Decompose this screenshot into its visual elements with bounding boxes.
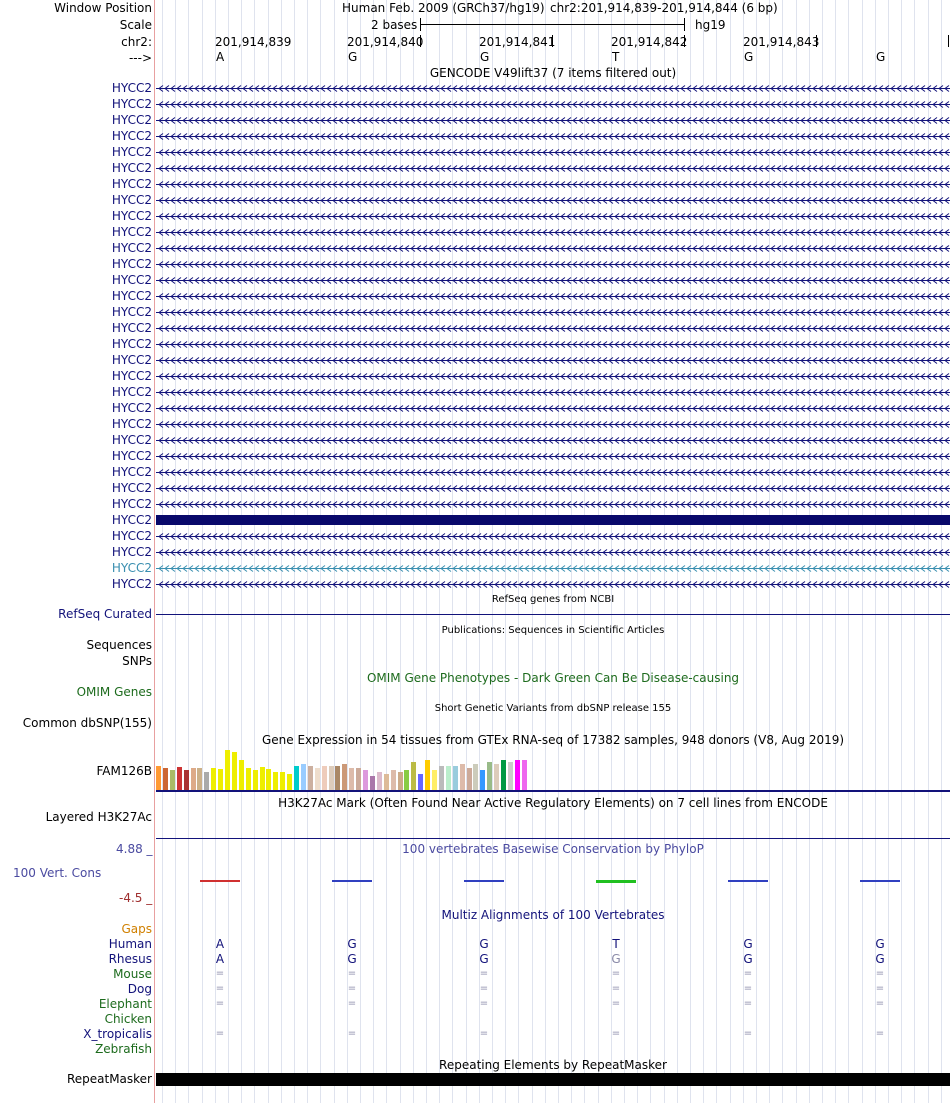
phylop-label[interactable]: 100 Vert. Cons (13, 866, 102, 880)
gencode-intron-line[interactable] (156, 280, 950, 281)
position-label: chr2:201,914,839-201,914,844 (6 bp) (550, 1, 778, 15)
gencode-gene-label[interactable]: HYCC2 (111, 401, 152, 415)
gencode-gene-label[interactable]: HYCC2 (111, 305, 152, 319)
phylop-mark[interactable] (596, 880, 636, 883)
gencode-gene-label[interactable]: HYCC2 (111, 561, 152, 575)
gencode-intron-line[interactable] (156, 248, 950, 249)
gtex-tissue-bar[interactable] (342, 764, 347, 790)
gtex-tissue-bar[interactable] (211, 768, 216, 790)
gtex-tissue-bar[interactable] (273, 772, 278, 790)
multiz-base: = (479, 1028, 489, 1039)
gencode-gene-label[interactable]: HYCC2 (111, 97, 152, 111)
gencode-gene-label[interactable]: HYCC2 (111, 513, 152, 527)
gencode-intron-line[interactable] (156, 504, 950, 505)
multiz-base: = (611, 968, 621, 979)
gencode-gene-label[interactable]: HYCC2 (111, 209, 152, 223)
gencode-intron-line[interactable] (156, 264, 950, 265)
gtex-tissue-bar[interactable] (384, 774, 389, 790)
multiz-base: = (347, 998, 357, 1009)
phylop-mark[interactable] (200, 880, 240, 882)
multiz-base: G (479, 937, 489, 951)
gencode-intron-line[interactable] (156, 344, 950, 345)
scale-bar-right-cap (684, 18, 685, 31)
gtex-tissue-bar[interactable] (204, 772, 209, 790)
gtex-tissue-bar[interactable] (349, 768, 354, 790)
phylop-mark[interactable] (860, 880, 900, 882)
gencode-intron-line[interactable] (156, 168, 950, 169)
gtex-tissue-bar[interactable] (460, 764, 465, 790)
multiz-base: G (875, 937, 885, 951)
phylop-track-title[interactable]: 100 vertebrates Basewise Conservation by PhyloP (402, 842, 704, 856)
multiz-base: = (347, 968, 357, 979)
refseq-track-title[interactable]: RefSeq genes from NCBI (491, 594, 615, 605)
strand-arrows (156, 148, 950, 157)
gencode-gene-row[interactable] (0, 208, 950, 224)
gtex-tissue-bar[interactable] (225, 750, 230, 790)
gencode-gene-row[interactable] (0, 336, 950, 352)
gtex-tissue-bar[interactable] (356, 768, 361, 790)
gencode-gene-row[interactable] (0, 400, 950, 416)
strand-arrows (156, 260, 950, 269)
gencode-gene-label[interactable]: HYCC2 (111, 129, 152, 143)
gencode-gene-row[interactable] (0, 288, 950, 304)
h3k27ac-track-title[interactable]: H3K27Ac Mark (Often Found Near Active Regulatory Elements) on 7 cell lines from ENCODE (278, 796, 828, 810)
gtex-tissue-bar[interactable] (473, 764, 478, 790)
gencode-intron-line[interactable] (156, 392, 950, 393)
gtex-tissue-bar[interactable] (197, 768, 202, 790)
gtex-bar-chart[interactable] (156, 748, 556, 790)
gtex-tissue-bar[interactable] (432, 770, 437, 790)
window-position-label: Window Position (54, 1, 152, 15)
strand-arrows (156, 292, 950, 301)
gencode-intron-line[interactable] (156, 472, 950, 473)
repeatmasker-label[interactable]: RepeatMasker (66, 1072, 152, 1086)
gencode-gene-row[interactable] (0, 432, 950, 448)
gencode-gene-row[interactable] (0, 192, 950, 208)
strand-arrows (156, 372, 950, 381)
scale-db: hg19 (695, 18, 726, 32)
gtex-tissue-bar[interactable] (398, 772, 403, 790)
scale-label: Scale (119, 18, 152, 32)
gencode-gene-row[interactable] (0, 416, 950, 432)
gencode-gene-label[interactable]: HYCC2 (111, 257, 152, 271)
gencode-gene-row[interactable] (0, 160, 950, 176)
multiz-base: = (611, 998, 621, 1009)
multiz-base: = (743, 983, 753, 994)
multiz-species-label[interactable]: Elephant (98, 997, 152, 1011)
gencode-gene-label[interactable]: HYCC2 (111, 529, 152, 543)
gencode-gene-label[interactable]: HYCC2 (111, 81, 152, 95)
gencode-gene-label[interactable]: HYCC2 (111, 289, 152, 303)
scale-bar-left-cap (420, 18, 421, 31)
multiz-species-label[interactable]: Chicken (104, 1012, 152, 1026)
gencode-gene-label[interactable]: HYCC2 (111, 145, 152, 159)
gtex-tissue-bar[interactable] (467, 768, 472, 790)
gencode-intron-line[interactable] (156, 568, 950, 569)
gtex-gene-label[interactable]: FAM126B (96, 764, 152, 778)
gtex-tissue-bar[interactable] (308, 766, 313, 790)
strand-arrows (156, 276, 950, 285)
gencode-intron-line[interactable] (156, 456, 950, 457)
multiz-base: = (479, 983, 489, 994)
gtex-tissue-bar[interactable] (515, 760, 520, 790)
gencode-intron-line[interactable] (156, 360, 950, 361)
gencode-gene-row[interactable] (0, 96, 950, 112)
multiz-species-label[interactable]: Mouse (113, 967, 152, 981)
multiz-base: = (347, 1028, 357, 1039)
scale-bar (420, 24, 684, 25)
pubs-track-title[interactable]: Publications: Sequences in Scientific Articles (441, 625, 665, 636)
gtex-tissue-bar[interactable] (494, 764, 499, 790)
gtex-tissue-bar[interactable] (377, 772, 382, 790)
multiz-base: = (875, 998, 885, 1009)
repeatmasker-track-title[interactable]: Repeating Elements by RepeatMasker (439, 1058, 667, 1072)
gencode-exon-block[interactable] (156, 515, 950, 525)
gtex-tissue-bar[interactable] (239, 760, 244, 790)
multiz-track-title[interactable]: Multiz Alignments of 100 Vertebrates (441, 908, 665, 922)
gtex-tissue-bar[interactable] (294, 766, 299, 790)
gencode-gene-row[interactable] (0, 256, 950, 272)
pubs-label-snps[interactable]: SNPs (122, 654, 152, 668)
gencode-gene-label[interactable]: HYCC2 (111, 545, 152, 559)
refseq-gene-line[interactable] (156, 614, 950, 615)
scale-text: 2 bases (371, 18, 418, 32)
multiz-species-label[interactable]: Rhesus (108, 952, 152, 966)
phylop-max-label: 4.88 _ (116, 842, 153, 856)
strand-arrows (156, 84, 950, 93)
gencode-gene-row[interactable] (0, 512, 950, 528)
multiz-base: = (611, 983, 621, 994)
gtex-tissue-bar[interactable] (370, 776, 375, 790)
strand-arrows (156, 308, 950, 317)
gencode-gene-label[interactable]: HYCC2 (111, 273, 152, 287)
gtex-tissue-bar[interactable] (287, 774, 292, 790)
multiz-base: = (743, 1028, 753, 1039)
multiz-base: T (612, 937, 620, 951)
gencode-gene-row[interactable] (0, 144, 950, 160)
gencode-gene-label[interactable]: HYCC2 (111, 353, 152, 367)
dbsnp-track-title[interactable]: Short Genetic Variants from dbSNP release 155 (434, 703, 672, 714)
gtex-tissue-bar[interactable] (280, 772, 285, 790)
gencode-gene-row[interactable] (0, 576, 950, 592)
gencode-gene-label[interactable]: HYCC2 (111, 433, 152, 447)
gencode-gene-row[interactable] (0, 448, 950, 464)
multiz-base: = (215, 983, 225, 994)
strand-arrows (156, 324, 950, 333)
gtex-tissue-bar[interactable] (191, 768, 196, 790)
strand-arrows (156, 196, 950, 205)
multiz-base: G (347, 937, 357, 951)
strand-arrows (156, 500, 950, 509)
refseq-label[interactable]: RefSeq Curated (58, 607, 152, 621)
phylop-min-label: -4.5 _ (119, 891, 153, 905)
gencode-intron-line[interactable] (156, 184, 950, 185)
coord-tick (948, 35, 949, 47)
phylop-mark[interactable] (728, 880, 768, 882)
gtex-tissue-bar[interactable] (391, 770, 396, 790)
gencode-gene-row[interactable] (0, 480, 950, 496)
gtex-tissue-bar[interactable] (425, 760, 430, 790)
gencode-gene-row[interactable] (0, 272, 950, 288)
gencode-gene-row[interactable] (0, 320, 950, 336)
gencode-intron-line[interactable] (156, 536, 950, 537)
gencode-gene-label[interactable]: HYCC2 (111, 113, 152, 127)
gtex-tissue-bar[interactable] (418, 774, 423, 790)
multiz-base: G (743, 952, 753, 966)
coord-label: 201,914,841 (479, 35, 556, 49)
multiz-species-label[interactable]: Gaps (121, 922, 152, 936)
gencode-gene-label[interactable]: HYCC2 (111, 449, 152, 463)
multiz-base: = (215, 998, 225, 1009)
gencode-gene-row[interactable] (0, 128, 950, 144)
multiz-base: G (479, 952, 489, 966)
multiz-base: A (215, 952, 225, 966)
gtex-tissue-bar[interactable] (170, 770, 175, 790)
gtex-tissue-bar[interactable] (163, 768, 168, 790)
gencode-track-title[interactable]: GENCODE V49lift37 (7 items filtered out) (429, 66, 677, 80)
base-letter: G (480, 50, 490, 64)
gencode-intron-line[interactable] (156, 424, 950, 425)
multiz-base: G (875, 952, 885, 966)
gencode-intron-line[interactable] (156, 328, 950, 329)
gencode-intron-line[interactable] (156, 584, 950, 585)
strand-arrows (156, 532, 950, 541)
multiz-species-label[interactable]: Zebrafish (95, 1042, 152, 1056)
strand-arrow-label: ---> (128, 51, 152, 65)
gtex-tissue-bar[interactable] (156, 766, 161, 790)
gencode-intron-line[interactable] (156, 120, 950, 121)
strand-arrows (156, 356, 950, 365)
gencode-gene-row[interactable] (0, 464, 950, 480)
multiz-base: = (743, 998, 753, 1009)
gencode-gene-label[interactable]: HYCC2 (111, 193, 152, 207)
chrom-label: chr2: (121, 35, 152, 49)
base-letter: A (216, 50, 225, 64)
gencode-intron-line[interactable] (156, 296, 950, 297)
multiz-base: A (215, 937, 225, 951)
h3k27ac-label[interactable]: Layered H3K27Ac (45, 810, 152, 824)
gencode-intron-line[interactable] (156, 152, 950, 153)
multiz-base: = (611, 1028, 621, 1039)
strand-arrows (156, 388, 950, 397)
strand-arrows (156, 164, 950, 173)
gencode-intron-line[interactable] (156, 408, 950, 409)
gencode-gene-label[interactable]: HYCC2 (111, 321, 152, 335)
strand-arrows (156, 564, 950, 573)
gencode-gene-row[interactable] (0, 560, 950, 576)
gencode-gene-row[interactable] (0, 544, 950, 560)
gtex-tissue-bar[interactable] (453, 766, 458, 790)
gencode-gene-row[interactable] (0, 224, 950, 240)
multiz-base: = (743, 968, 753, 979)
strand-arrows (156, 100, 950, 109)
multiz-species-label[interactable]: Dog (127, 982, 152, 996)
strand-arrows (156, 180, 950, 189)
base-letter: G (348, 50, 358, 64)
multiz-base: = (347, 983, 357, 994)
gtex-tissue-bar[interactable] (301, 764, 306, 790)
gencode-gene-label[interactable]: HYCC2 (111, 177, 152, 191)
multiz-species-label[interactable]: Human (108, 937, 152, 951)
gtex-tissue-bar[interactable] (232, 752, 237, 790)
coord-label: 201,914,843 (743, 35, 820, 49)
strand-arrows (156, 132, 950, 141)
gtex-tissue-bar[interactable] (487, 762, 492, 790)
gtex-tissue-bar[interactable] (266, 769, 271, 790)
base-letter: T (612, 50, 620, 64)
multiz-species-label[interactable]: X_tropicalis (83, 1027, 152, 1041)
gencode-intron-line[interactable] (156, 88, 950, 89)
omim-track-title[interactable]: OMIM Gene Phenotypes - Dark Green Can Be Disease-causing (366, 671, 740, 685)
strand-arrows (156, 404, 950, 413)
gencode-gene-label[interactable]: HYCC2 (111, 417, 152, 431)
assembly-label: Human Feb. 2009 (GRCh37/hg19) (342, 1, 545, 15)
gencode-gene-row[interactable] (0, 176, 950, 192)
gencode-gene-label[interactable]: HYCC2 (111, 481, 152, 495)
gencode-intron-line[interactable] (156, 136, 950, 137)
gencode-gene-label[interactable]: HYCC2 (111, 337, 152, 351)
strand-arrows (156, 244, 950, 253)
gtex-tissue-bar[interactable] (177, 767, 182, 790)
phylop-mark[interactable] (332, 880, 372, 882)
strand-arrows (156, 452, 950, 461)
h3k27ac-baseline (156, 838, 950, 839)
coord-label: 201,914,840 (347, 35, 424, 49)
gtex-tissue-bar[interactable] (184, 770, 189, 790)
dbsnp-label[interactable]: Common dbSNP(155) (22, 716, 152, 730)
strand-arrows (156, 116, 950, 125)
gtex-tissue-bar[interactable] (363, 770, 368, 790)
gencode-gene-row[interactable] (0, 496, 950, 512)
gtex-tissue-bar[interactable] (508, 762, 513, 790)
gtex-tissue-bar[interactable] (439, 766, 444, 790)
gencode-gene-row[interactable] (0, 368, 950, 384)
multiz-base: = (875, 1028, 885, 1039)
strand-arrows (156, 484, 950, 493)
gencode-intron-line[interactable] (156, 232, 950, 233)
gencode-gene-row[interactable] (0, 352, 950, 368)
gencode-gene-row[interactable] (0, 112, 950, 128)
coord-label: 201,914,842 (611, 35, 688, 49)
gtex-tissue-bar[interactable] (411, 762, 416, 790)
phylop-mark[interactable] (464, 880, 504, 882)
base-letter: G (744, 50, 754, 64)
gencode-intron-line[interactable] (156, 200, 950, 201)
base-letter: G (876, 50, 886, 64)
gencode-intron-line[interactable] (156, 488, 950, 489)
gencode-intron-line[interactable] (156, 376, 950, 377)
strand-arrows (156, 212, 950, 221)
gtex-tissue-bar[interactable] (218, 769, 223, 790)
gtex-tissue-bar[interactable] (322, 766, 327, 790)
multiz-base: = (875, 968, 885, 979)
strand-arrows (156, 580, 950, 589)
gtex-tissue-bar[interactable] (335, 766, 340, 790)
gencode-intron-line[interactable] (156, 440, 950, 441)
gtex-tissue-bar[interactable] (404, 770, 409, 790)
gtex-tissue-bar[interactable] (329, 766, 334, 790)
multiz-base: G (743, 937, 753, 951)
multiz-base: = (479, 968, 489, 979)
gtex-track-title[interactable]: Gene Expression in 54 tissues from GTEx RNA-seq of 17382 samples, 948 donors (V8, Aug 2019) (261, 733, 845, 747)
multiz-base: = (875, 983, 885, 994)
gtex-tissue-bar[interactable] (480, 770, 485, 790)
strand-arrows (156, 228, 950, 237)
gencode-gene-row[interactable] (0, 80, 950, 96)
gencode-intron-line[interactable] (156, 104, 950, 105)
gencode-intron-line[interactable] (156, 552, 950, 553)
gencode-gene-label[interactable]: HYCC2 (111, 465, 152, 479)
coord-label: 201,914,839 (215, 35, 292, 49)
gencode-gene-row[interactable] (0, 304, 950, 320)
gencode-gene-label[interactable]: HYCC2 (111, 369, 152, 383)
strand-arrows (156, 548, 950, 557)
gtex-tissue-bar[interactable] (446, 766, 451, 790)
gencode-gene-label[interactable]: HYCC2 (111, 225, 152, 239)
multiz-base: G (347, 952, 357, 966)
multiz-base: = (215, 968, 225, 979)
gencode-gene-label[interactable]: HYCC2 (111, 161, 152, 175)
gencode-gene-row[interactable] (0, 240, 950, 256)
strand-arrows (156, 420, 950, 429)
gtex-tissue-bar[interactable] (246, 768, 251, 790)
gtex-tissue-bar[interactable] (253, 770, 258, 790)
strand-arrows (156, 436, 950, 445)
gencode-gene-label[interactable]: HYCC2 (111, 577, 152, 591)
multiz-base: G (611, 952, 621, 966)
gencode-gene-label[interactable]: HYCC2 (111, 385, 152, 399)
gencode-gene-label[interactable]: HYCC2 (111, 241, 152, 255)
strand-arrows (156, 468, 950, 477)
gencode-intron-line[interactable] (156, 216, 950, 217)
gtex-baseline (156, 790, 950, 792)
gencode-gene-row[interactable] (0, 384, 950, 400)
pubs-label-sequences[interactable]: Sequences (86, 638, 152, 652)
gtex-tissue-bar[interactable] (522, 760, 527, 790)
gtex-tissue-bar[interactable] (260, 767, 265, 790)
gencode-intron-line[interactable] (156, 312, 950, 313)
gtex-tissue-bar[interactable] (315, 768, 320, 790)
gencode-gene-label[interactable]: HYCC2 (111, 497, 152, 511)
omim-label[interactable]: OMIM Genes (76, 685, 152, 699)
multiz-base: = (479, 998, 489, 1009)
multiz-base: = (215, 1028, 225, 1039)
repeatmasker-block[interactable] (156, 1073, 950, 1086)
strand-arrows (156, 340, 950, 349)
gencode-gene-row[interactable] (0, 528, 950, 544)
gtex-tissue-bar[interactable] (501, 760, 506, 790)
